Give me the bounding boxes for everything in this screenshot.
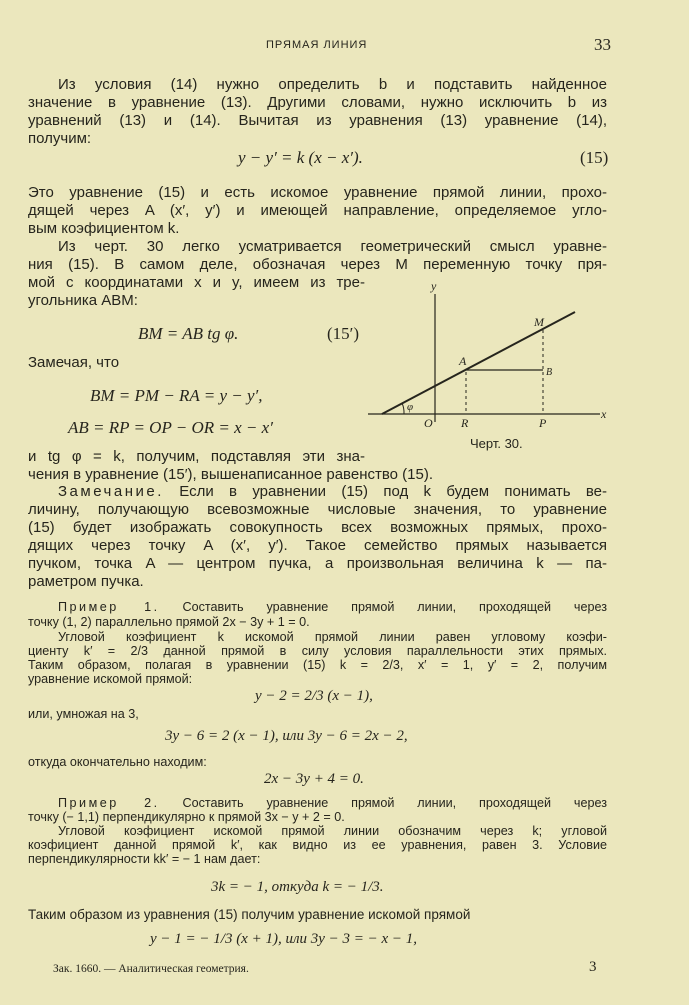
label-y: y [431,279,437,293]
text-line: перпендикулярности kk′ = − 1 нам дает: [28,852,261,866]
text-line: получим: [28,130,92,147]
equation: 3k = − 1, откуда k = − 1/3. [211,879,384,895]
text-line: и tg φ = k, получим, подставляя эти зна- [28,448,365,465]
text-line: Угловой коэфициент искомой прямой линии обозначим через k; угловой [58,824,607,838]
text-line: уравнений (13) и (14). Вычитая из уравнения (13) уравнение (14), [28,112,607,129]
text-line: Это уравнение (15) и есть искомое уравнение прямой линии, прохо- [28,184,607,201]
equation-number: (15′) [327,324,360,343]
equation-15-prime: BM = AB tg φ. [138,324,239,343]
text-line: Таким образом, полагая в уравнении (15) k = 2/3, x′ = 1, y′ = 2, получим [28,658,607,672]
text-line: ния (15). В самом деле, обозначая через M переменную точку пря- [28,256,607,273]
equation-number: (15) [580,148,609,167]
text-line: точку (− 1,1) перпендикулярно к прямой 3x − y + 2 = 0. [28,810,345,824]
equation: 3y − 6 = 2 (x − 1), или 3y − 6 = 2x − 2, [165,728,408,744]
label-p: P [539,416,547,430]
remark-label: Замечание. [58,483,164,500]
text-line: Из черт. 30 легко усматривается геометрический смысл уравне- [58,238,607,255]
equation: 2x − 3y + 4 = 0. [264,771,364,787]
equation: y − 1 = − 1/3 (x + 1), или 3y − 3 = − x − 1, [150,931,418,947]
text-line: Из условия (14) нужно определить b и подставить найденное [58,76,607,93]
text-line: Замечая, что [28,354,120,371]
text-line: откуда окончательно находим: [28,755,207,769]
text-line: угольника ABM: [28,292,138,309]
line-am [382,312,575,414]
text-line: значение в уравнение (13). Другими словами, нужно исключить b из [28,94,607,111]
label-a: A [459,354,467,368]
signature-mark: 3 [589,959,597,975]
text-line: или, умножая на 3, [28,707,139,721]
example-line: Пример 2. Составить уравнение прямой линии, проходящей через [58,796,607,810]
text-line: раметром пучка. [28,573,144,590]
remark-line: Замечание. Если в уравнении (15) под k будем понимать ве- [58,483,607,500]
text-line: пучком, точка A — центром пучка, а произвольная величина k — па- [28,555,607,572]
text-line: Угловой коэфициент k искомой прямой линии равен угловому коэфи- [58,630,607,644]
text-line: коэфициент данной прямой k′, как видно из ее уравнения, равен 3. Условие [28,838,607,852]
text-line: точку (1, 2) параллельно прямой 2x − 3y + 1 = 0. [28,615,310,629]
page-number: 33 [594,35,611,54]
label-phi: φ [407,401,414,413]
running-header: ПРЯМАЯ ЛИНИЯ [266,39,368,51]
text-line: дящей через A (x′, y′) и имеющей направление, определяемое угло- [28,202,607,219]
text-line: (15) будет изображать совокупность всех возможных прямых, прохо- [28,519,607,536]
text-line: циенту k′ = 2/3 данной прямой в силу условия параллельности этих прямых. [28,644,607,658]
text-line: чения в уравнение (15′), вышенаписанное равенство (15). [28,466,433,483]
footer-imprint: Зак. 1660. — Аналитическая геометрия. [53,963,249,975]
label-b: B [546,367,553,378]
example-line: Пример 1. Составить уравнение прямой линии, проходящей через [58,600,607,614]
figure-caption: Черт. 30. [470,436,523,451]
angle-arc [402,403,404,414]
equation: y − 2 = 2/3 (x − 1), [255,688,373,704]
equation-ab: AB = RP = OP − OR = x − x′ [68,418,273,437]
equation-bm: BM = PM − RA = y − y′, [90,386,263,405]
label-r: R [461,416,469,430]
text-line: вым коэфициентом k. [28,220,180,237]
text-line: мой с координатами x и y, имеем из тре- [28,274,365,291]
equation-15: y − y′ = k (x − x′). [238,148,363,167]
text-line: личину, получающую всевозможные числовые значения, то уравнение [28,501,607,518]
label-x: x [601,407,607,421]
label-m: M [534,315,544,329]
text-line: дящих через точку A (x′, y′). Такое семейство прямых называется [28,537,607,554]
text-line: Таким образом из уравнения (15) получим уравнение искомой прямой [28,907,471,922]
label-o: O [424,416,433,430]
text-line: уравнение искомой прямой: [28,672,193,686]
